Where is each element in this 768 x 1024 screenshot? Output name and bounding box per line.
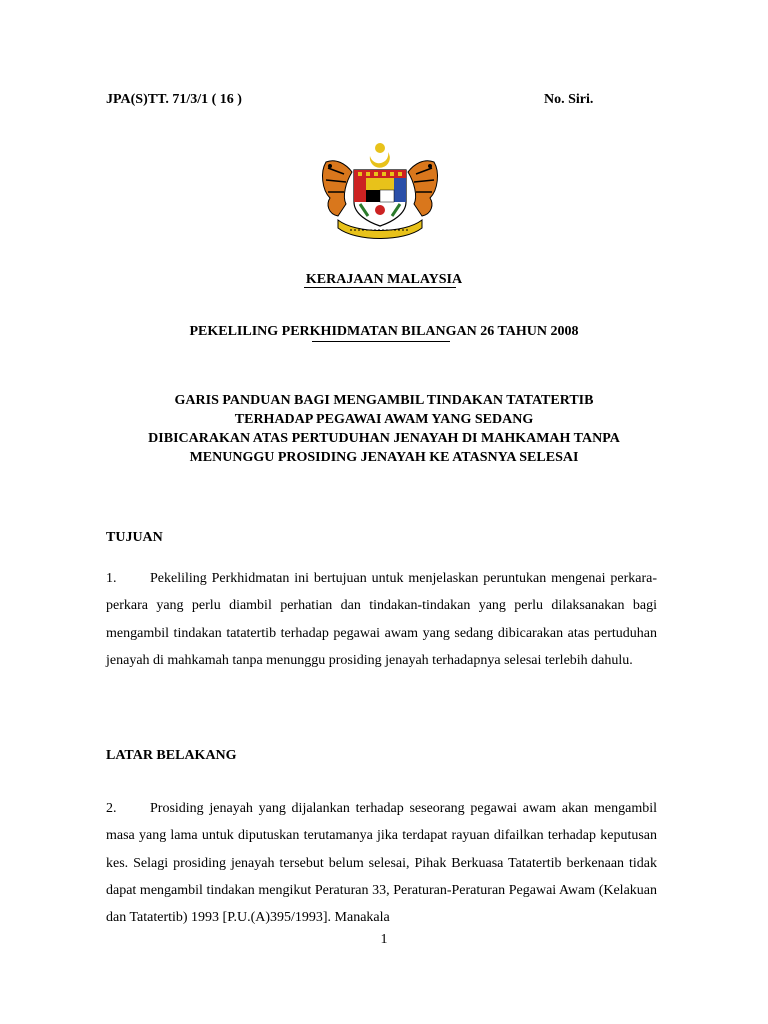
section-heading-latar-belakang: LATAR BELAKANG xyxy=(106,748,237,763)
serial-number-label: No. Siri. xyxy=(544,92,594,107)
paragraph-text: Prosiding jenayah yang dijalankan terhadap seseorang pegawai awam akan mengambil masa yang lama untuk diputuskan terutamanya jika terdapat rayuan difailkan terhadap keputusan kes. Selagi prosiding jenayah tersebut belum selesai, Pihak Berkuasa Tatatertib berkenaan tidak dapat mengambil tindakan mengikut Peraturan 33, Peraturan-Peraturan Pegawai Awam (Kelakuan dan Tatatertib) 1993 [P.U.(A)395/1993]. Manakala xyxy=(106,801,657,926)
paragraph-number: 2. xyxy=(106,801,117,816)
paragraph-number: 1. xyxy=(106,571,117,586)
subject-line: TERHADAP PEGAWAI AWAM YANG SEDANG xyxy=(234,412,534,427)
subject-title xyxy=(100,391,668,467)
title-underline xyxy=(304,287,456,288)
paragraph-text: Pekeliling Perkhidmatan ini bertujuan untuk menjelaskan peruntukan mengenai perkara-perkara yang perlu diambil perhatian dan tindakan-tindakan yang perlu dilaksanakan bagi mengambil tindakan tatatertib terhadap pegawai awam yang sedang dibicarakan atas pertuduhan jenayah di mahkamah tanpa menunggu prosiding jenayah terhadapnya selesai terlebih dahulu. xyxy=(106,571,657,668)
circular-title: PEKELILING PERKHIDMATAN BILANGAN 26 TAHUN 2008 xyxy=(189,324,579,339)
section-heading-tujuan: TUJUAN xyxy=(106,530,163,545)
government-title: KERAJAAN MALAYSIA xyxy=(305,272,463,287)
subject-line: MENUNGGU PROSIDING JENAYAH KE ATASNYA SELESAI xyxy=(189,450,579,465)
reference-number: JPA(S)TT. 71/3/1 ( 16 ) xyxy=(106,92,242,107)
circular-underline xyxy=(312,341,450,342)
malaysia-coat-of-arms-icon xyxy=(316,142,444,242)
paragraph-1 xyxy=(106,565,657,674)
subject-line: DIBICARAKAN ATAS PERTUDUHAN JENAYAH DI MAHKAMAH TANPA xyxy=(148,431,620,446)
page-number: 1 xyxy=(380,932,388,947)
paragraph-2 xyxy=(106,795,657,931)
subject-line: GARIS PANDUAN BAGI MENGAMBIL TINDAKAN TATATERTIB xyxy=(174,393,594,408)
